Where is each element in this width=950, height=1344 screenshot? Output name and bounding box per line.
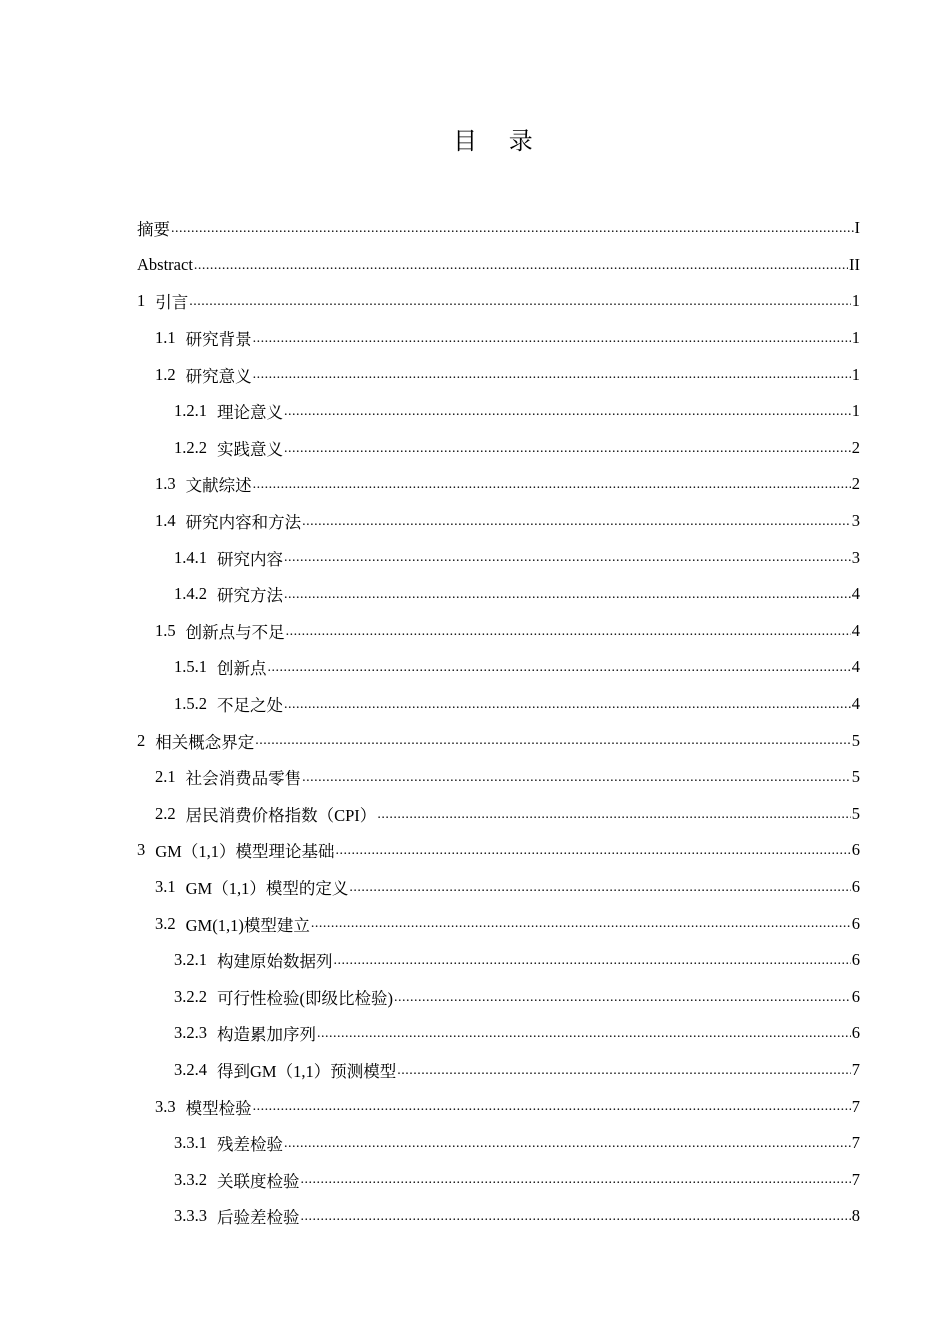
toc-entry-number: 3 [137, 840, 146, 860]
toc-entry-number: 3.3.2 [174, 1169, 207, 1189]
toc-entry[interactable] [137, 503, 860, 540]
toc-entry-number: 3.2.2 [174, 986, 207, 1006]
toc-entry[interactable] [137, 649, 860, 686]
toc-entry-title: 创新点与不足 [185, 622, 285, 642]
toc-entry[interactable] [137, 759, 860, 796]
toc-entry-page-number: 4 [851, 694, 860, 714]
table-of-contents [137, 210, 860, 1235]
toc-entry[interactable] [137, 1052, 860, 1089]
toc-entry-title: 可行性检验(即级比检验) [217, 988, 393, 1008]
toc-entry[interactable] [137, 686, 860, 723]
toc-entry-title: 构建原始数据列 [217, 952, 333, 972]
toc-entry[interactable] [137, 796, 860, 833]
toc-entry[interactable] [137, 576, 860, 613]
toc-entry-title: 研究背景 [185, 330, 252, 350]
toc-entry-title: 研究方法 [217, 586, 283, 606]
toc-entry-number: 3.3.1 [174, 1133, 207, 1153]
toc-dot-leader [284, 441, 851, 458]
toc-entry[interactable] [137, 1198, 860, 1235]
toc-entry-title: GM（1,1）模型理论基础 [155, 842, 335, 862]
toc-entry-number: 1.3 [155, 474, 176, 494]
toc-entry-page-number: 7 [851, 1059, 860, 1079]
toc-entry[interactable] [137, 1125, 860, 1162]
toc-entry-title: 创新点 [217, 659, 267, 679]
toc-entry-number: 3.2 [155, 913, 176, 933]
toc-entry[interactable] [137, 1015, 860, 1052]
toc-entry-number: 1.2.2 [174, 437, 207, 457]
toc-entry-number: 3.2.3 [174, 1023, 207, 1043]
toc-entry[interactable] [137, 942, 860, 979]
toc-dot-leader [301, 1172, 851, 1189]
toc-entry[interactable] [137, 247, 860, 284]
toc-dot-leader [284, 1136, 851, 1153]
toc-entry-page-number: 1 [851, 328, 860, 348]
toc-dot-leader [189, 294, 851, 311]
toc-entry-title: 残差检验 [217, 1135, 283, 1155]
toc-entry-title: 关联度检验 [217, 1171, 300, 1191]
toc-entry-title: 得到GM（1,1）预测模型 [217, 1061, 397, 1081]
toc-entry-number: 3.2.1 [174, 950, 207, 970]
toc-dot-leader [317, 1026, 851, 1043]
toc-entry[interactable] [137, 430, 860, 467]
toc-entry-page-number: 6 [851, 840, 860, 860]
toc-dot-leader [301, 1209, 851, 1226]
toc-entry-title: Abstract [137, 254, 193, 274]
toc-dot-leader [311, 916, 851, 933]
toc-entry[interactable] [137, 832, 860, 869]
toc-entry-title: 研究内容和方法 [185, 513, 302, 533]
toc-dot-leader [284, 550, 851, 567]
toc-entry-page-number: 6 [851, 950, 860, 970]
toc-dot-leader [284, 697, 851, 714]
toc-dot-leader [397, 1063, 851, 1080]
toc-entry-title: 相关概念界定 [155, 732, 255, 752]
toc-entry-title: 文献综述 [185, 476, 252, 496]
toc-entry-page-number: 4 [851, 584, 860, 604]
toc-dot-leader [253, 331, 851, 348]
toc-entry[interactable] [137, 978, 860, 1015]
toc-entry[interactable] [137, 393, 860, 430]
toc-entry-page-number: 8 [851, 1206, 860, 1226]
toc-dot-leader [284, 404, 851, 421]
toc-entry-number: 3.3 [155, 1096, 176, 1116]
toc-dot-leader [253, 477, 851, 494]
toc-entry-number: 3.1 [155, 876, 176, 896]
toc-entry-page-number: 5 [851, 730, 860, 750]
toc-entry-page-number: 3 [851, 547, 860, 567]
toc-dot-leader [377, 807, 850, 824]
toc-entry-number: 3.3.3 [174, 1206, 207, 1226]
toc-entry-title: 引言 [155, 293, 189, 313]
toc-entry-page-number: 7 [851, 1133, 860, 1153]
toc-entry-page-number: 1 [851, 364, 860, 384]
toc-entry-page-number: 4 [851, 620, 860, 640]
toc-dot-leader [302, 770, 851, 787]
toc-entry[interactable] [137, 466, 860, 503]
toc-dot-leader [268, 660, 851, 677]
toc-entry[interactable] [137, 1161, 860, 1198]
toc-entry-number: 1.4 [155, 511, 176, 531]
toc-entry-page-number: 2 [851, 437, 860, 457]
toc-entry-number: 2 [137, 730, 146, 750]
toc-entry-page-number: 6 [851, 986, 860, 1006]
toc-entry-title: 研究意义 [185, 366, 252, 386]
toc-entry-number: 1.4.1 [174, 547, 207, 567]
toc-entry[interactable] [137, 539, 860, 576]
toc-entry-title: 实践意义 [217, 439, 283, 459]
toc-entry[interactable] [137, 869, 860, 906]
toc-entry-title: 社会消费品零售 [185, 769, 302, 789]
toc-dot-leader [284, 587, 851, 604]
toc-entry-number: 1.5.1 [174, 657, 207, 677]
toc-entry-title: 摘要 [137, 220, 170, 240]
toc-entry-number: 2.1 [155, 767, 176, 787]
toc-entry-title: GM(1,1)模型建立 [185, 915, 310, 935]
toc-entry-title: 模型检验 [185, 1098, 252, 1118]
toc-entry-title: 不足之处 [217, 696, 283, 716]
toc-entry[interactable] [137, 905, 860, 942]
toc-entry[interactable] [137, 613, 860, 650]
toc-entry-page-number: 7 [851, 1096, 860, 1116]
toc-dot-leader [302, 514, 851, 531]
toc-entry-number: 3.2.4 [174, 1059, 207, 1079]
toc-dot-leader [255, 733, 851, 750]
toc-entry-page-number: 4 [851, 657, 860, 677]
toc-dot-leader [253, 1099, 851, 1116]
toc-entry-page-number: 5 [851, 767, 860, 787]
toc-entry-page-number: 6 [851, 876, 860, 896]
toc-entry-number: 1.1 [155, 328, 176, 348]
toc-entry-page-number: 1 [851, 401, 860, 421]
toc-entry[interactable] [137, 1088, 860, 1125]
toc-entry[interactable] [137, 283, 860, 320]
toc-dot-leader [334, 953, 851, 970]
toc-entry-number: 1.2 [155, 364, 176, 384]
toc-entry[interactable] [137, 210, 860, 247]
toc-dot-leader [171, 221, 854, 238]
toc-entry-title: 后验差检验 [217, 1208, 300, 1228]
toc-entry-page-number: I [854, 218, 860, 238]
toc-entry-page-number: 2 [851, 474, 860, 494]
toc-dot-leader [335, 843, 850, 860]
toc-dot-leader [349, 880, 850, 897]
page-title: 目 录 [453, 127, 545, 155]
toc-entry[interactable] [137, 722, 860, 759]
toc-entry-page-number: 6 [851, 1023, 860, 1043]
toc-entry[interactable] [137, 356, 860, 393]
toc-entry-page-number: II [849, 254, 860, 274]
toc-entry-page-number: 5 [851, 803, 860, 823]
toc-entry-number: 1.4.2 [174, 584, 207, 604]
toc-entry-title: 构造累加序列 [217, 1025, 316, 1045]
toc-entry-page-number: 1 [851, 291, 860, 311]
toc-entry-number: 1 [137, 291, 146, 311]
toc-entry-title: 居民消费价格指数（CPI） [185, 805, 377, 825]
toc-entry-number: 1.2.1 [174, 401, 207, 421]
toc-entry-number: 1.5.2 [174, 694, 207, 714]
toc-dot-leader [394, 990, 851, 1007]
toc-entry-title: 研究内容 [217, 549, 283, 569]
toc-entry-page-number: 3 [851, 511, 860, 531]
toc-dot-leader [286, 624, 851, 641]
toc-dot-leader [194, 258, 848, 275]
toc-dot-leader [253, 367, 851, 384]
toc-entry[interactable] [137, 320, 860, 357]
toc-entry-number: 1.5 [155, 620, 176, 640]
toc-entry-page-number: 7 [851, 1169, 860, 1189]
toc-entry-title: GM（1,1）模型的定义 [185, 878, 349, 898]
toc-entry-page-number: 6 [851, 913, 860, 933]
toc-entry-title: 理论意义 [217, 403, 283, 423]
toc-entry-number: 2.2 [155, 803, 176, 823]
